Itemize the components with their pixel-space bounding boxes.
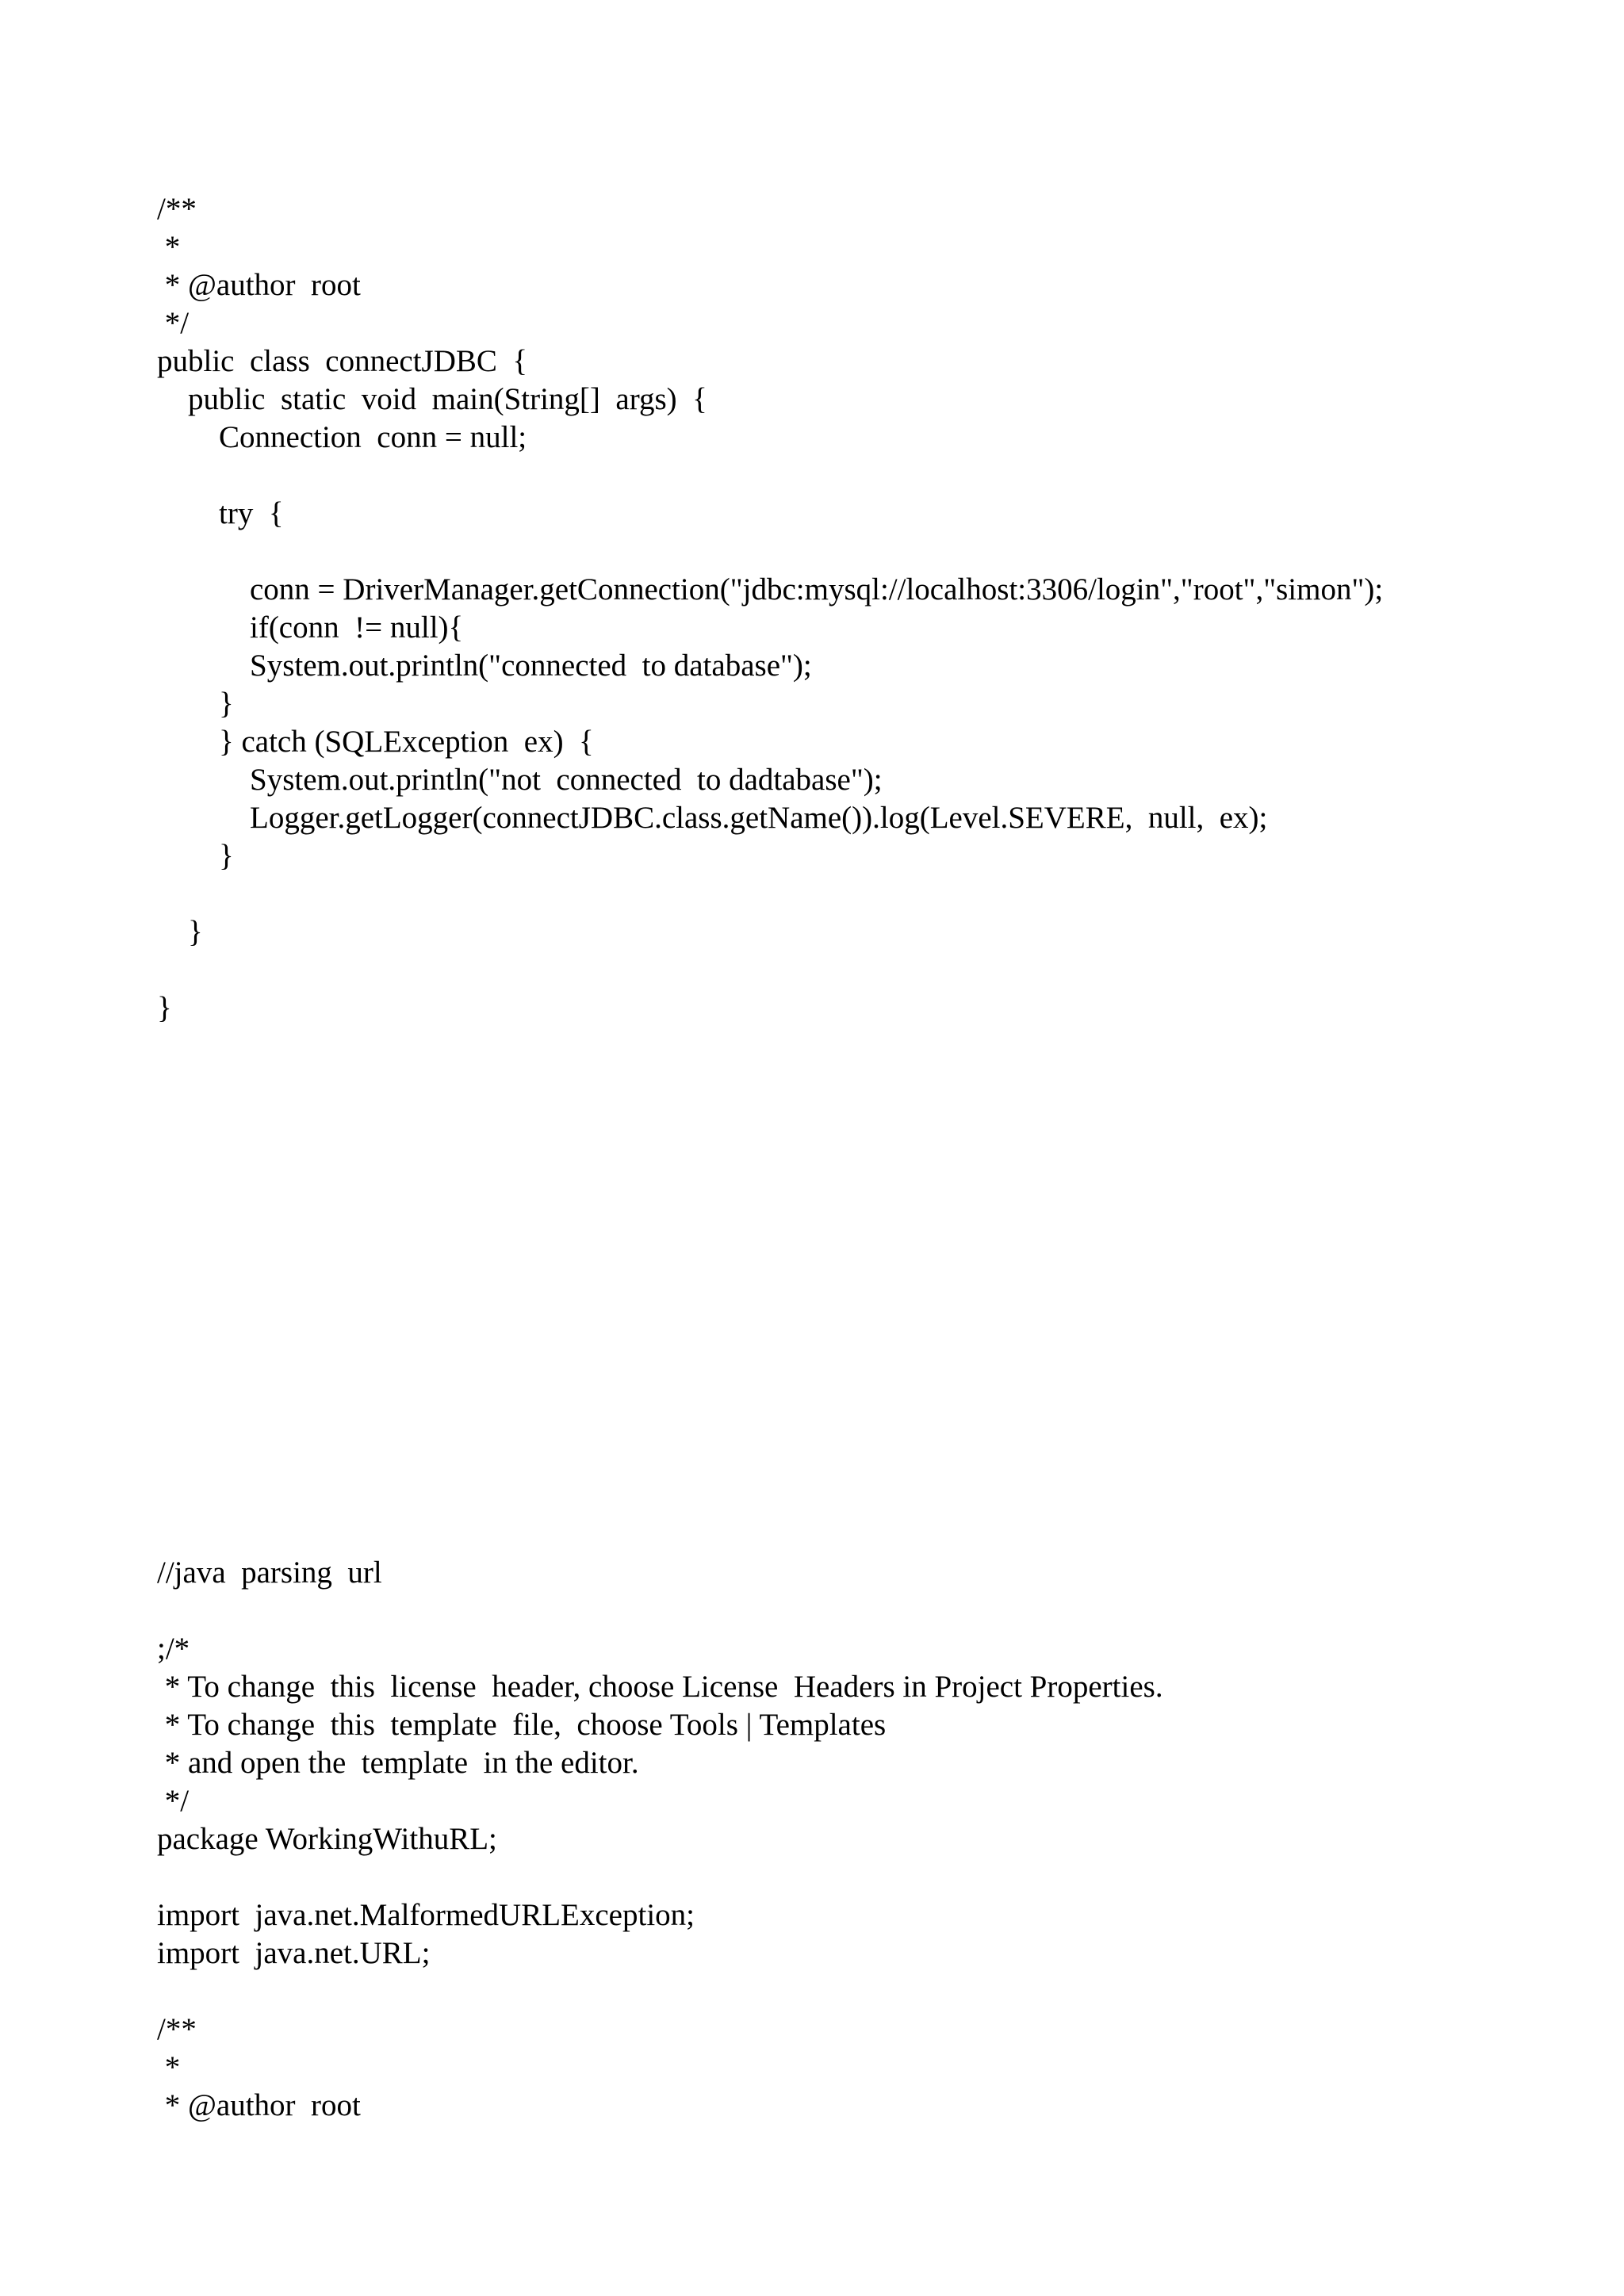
code-line: public class connectJDBC {	[157, 344, 528, 378]
code-line: } catch (SQLException ex) {	[157, 725, 594, 759]
code-line: }	[157, 991, 172, 1025]
code-line: *	[157, 2050, 181, 2084]
code-line: * To change this template file, choose Tools | Templates	[157, 1708, 887, 1742]
url-code-block	[157, 1554, 1163, 2125]
code-line: /**	[157, 192, 197, 226]
code-line: * @author root	[157, 2088, 361, 2122]
code-line: public static void main(String[] args) {	[157, 382, 707, 416]
code-line: //java parsing url	[157, 1556, 382, 1590]
code-line	[157, 1973, 1163, 2011]
code-line	[157, 1592, 1163, 1630]
code-line: }	[157, 687, 234, 721]
code-line: try {	[157, 496, 284, 530]
code-line	[157, 457, 1383, 495]
code-line: }	[157, 915, 203, 949]
code-line: /**	[157, 2012, 197, 2046]
code-line	[157, 951, 1383, 989]
jdbc-code-block	[157, 190, 1383, 1027]
code-line: * To change this license header, choose License Headers in Project Properties.	[157, 1670, 1163, 1704]
code-line	[157, 533, 1383, 571]
code-line: if(conn != null){	[157, 610, 464, 645]
code-line: }	[157, 839, 234, 873]
code-line: ;/*	[157, 1632, 190, 1666]
code-line: conn = DriverManager.getConnection("jdbc:mysql://localhost:3306/login","root","simon");	[157, 572, 1384, 607]
code-line: * and open the template in the editor.	[157, 1746, 639, 1780]
code-line: */	[157, 1784, 190, 1818]
code-line: System.out.println("connected to database");	[157, 649, 812, 683]
code-line: * @author root	[157, 268, 361, 302]
code-line: import java.net.MalformedURLException;	[157, 1898, 695, 1932]
code-line	[157, 1858, 1163, 1896]
code-line	[157, 875, 1383, 913]
code-line: Logger.getLogger(connectJDBC.class.getName()).log(Level.SEVERE, null, ex);	[157, 801, 1268, 835]
code-line: System.out.println("not connected to dadtabase");	[157, 763, 883, 797]
code-line: */	[157, 306, 190, 340]
code-line: *	[157, 230, 181, 264]
code-line: import java.net.URL;	[157, 1936, 431, 1970]
code-line: Connection conn = null;	[157, 420, 527, 454]
code-line: package WorkingWithuRL;	[157, 1822, 497, 1856]
